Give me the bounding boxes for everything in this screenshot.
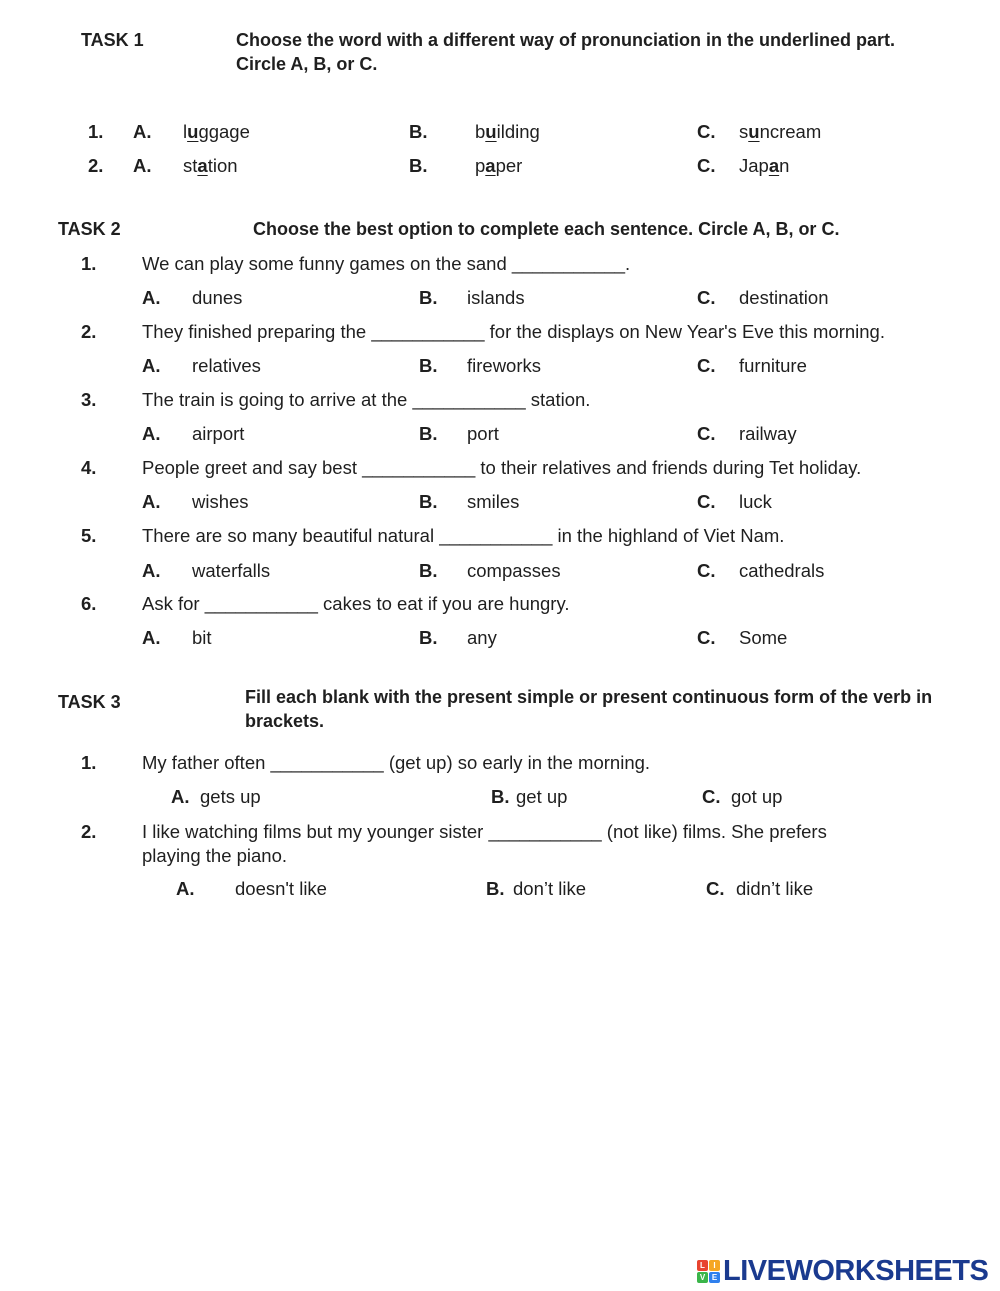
task2-q5-a-letter[interactable]: A.	[142, 560, 161, 581]
task2-q4-b-letter[interactable]: B.	[419, 491, 438, 512]
task1-q2-number: 2.	[88, 155, 104, 176]
task1-q1-a-letter[interactable]: A.	[133, 121, 152, 142]
task3-q2-b-text[interactable]: don’t like	[513, 878, 587, 899]
word-part: ilding	[496, 121, 540, 142]
task2-q4-a-letter[interactable]: A.	[142, 491, 161, 512]
task2-q3-c-text[interactable]: railway	[739, 423, 797, 444]
task2-q2-number: 2.	[81, 321, 97, 342]
task2-q4-text: People greet and say best ___________ to their relatives and friends during Tet holiday.	[142, 457, 862, 478]
word-part: n	[779, 155, 790, 176]
task2-q5-b-text[interactable]: compasses	[467, 560, 561, 581]
word-part: per	[495, 155, 523, 176]
task2-q6-b-letter[interactable]: B.	[419, 627, 438, 648]
task3-q1-b-letter[interactable]: B.	[491, 786, 510, 807]
task3-q1-number: 1.	[81, 752, 97, 773]
word-part: b	[475, 121, 486, 142]
task2-q5-c-letter[interactable]: C.	[697, 560, 716, 581]
word-part: Jap	[739, 155, 769, 176]
task2-q2-text: They finished preparing the ___________ for the displays on New Year's Eve this morning.	[142, 321, 885, 342]
task2-q5-a-text[interactable]: waterfalls	[192, 560, 271, 581]
task3-instruction: Fill each blank with the present simple or present continuous form of the verb in brackets.	[245, 687, 933, 731]
task2-q3-a-text[interactable]: airport	[192, 423, 245, 444]
underlined-part: u	[748, 121, 760, 142]
task2-q6-c-text[interactable]: Some	[739, 627, 788, 648]
task2-instruction: Choose the best option to complete each sentence. Circle A, B, or C.	[253, 219, 840, 239]
task1-q1-number: 1.	[88, 121, 104, 142]
underlined-part: a	[768, 155, 780, 176]
task2-q5-c-text[interactable]: cathedrals	[739, 560, 825, 581]
underlined-part: u	[485, 121, 497, 142]
task3-q2-c-text[interactable]: didn’t like	[736, 878, 814, 899]
task1-q2-a-word[interactable]	[183, 154, 238, 178]
task3-q2-c-letter[interactable]: C.	[706, 878, 725, 899]
word-part: l	[183, 121, 188, 142]
logo-blocks-icon	[697, 1260, 720, 1283]
task2-q2-c-letter[interactable]: C.	[697, 355, 716, 376]
task2-q1-b-text[interactable]: islands	[467, 287, 525, 308]
task1-q2-c-word[interactable]	[739, 154, 789, 178]
task2-q2-a-letter[interactable]: A.	[142, 355, 161, 376]
task2-q4-c-letter[interactable]: C.	[697, 491, 716, 512]
task3-q2-text-line1: I like watching films but my younger sister ___________ (not like) films. She prefers	[142, 821, 827, 842]
underlined-part: a	[197, 155, 208, 176]
logo-text: LIVEWORKSHEETS	[723, 1254, 989, 1287]
task2-q1-number: 1.	[81, 253, 97, 274]
task2-heading: TASK 2	[58, 219, 121, 239]
task2-q5-b-letter[interactable]: B.	[419, 560, 438, 581]
task1-q1-c-word[interactable]	[739, 120, 821, 144]
task2-q4-number: 4.	[81, 457, 97, 478]
task3-q1-a-text[interactable]: gets up	[200, 786, 261, 807]
task2-q6-c-letter[interactable]: C.	[697, 627, 716, 648]
task3-q2-a-text[interactable]: doesn't like	[235, 878, 327, 899]
word-part: s	[739, 121, 749, 142]
task2-q3-a-letter[interactable]: A.	[142, 423, 161, 444]
word-part: p	[475, 155, 486, 176]
task3-q2-b-letter[interactable]: B.	[486, 878, 505, 899]
task2-q1-text: We can play some funny games on the sand ___________.	[142, 253, 631, 274]
task2-q4-b-text[interactable]: smiles	[467, 491, 520, 512]
task2-q3-text: The train is going to arrive at the ___________ station.	[142, 389, 591, 410]
task1-q1-b-word[interactable]	[475, 120, 540, 144]
logo-block: I	[709, 1260, 720, 1271]
task2-q6-a-text[interactable]: bit	[192, 627, 212, 648]
task2-q1-b-letter[interactable]: B.	[419, 287, 438, 308]
task3-q2-a-letter[interactable]: A.	[176, 878, 195, 899]
task3-q2-number: 2.	[81, 821, 97, 842]
task3-q1-b-text[interactable]: get up	[516, 786, 568, 807]
task1-q1-b-letter[interactable]: B.	[409, 121, 428, 142]
task2-q5-text: There are so many beautiful natural ___________ in the highland of Viet Nam.	[142, 525, 785, 546]
task2-q6-b-text[interactable]: any	[467, 627, 497, 648]
task2-q5-number: 5.	[81, 525, 97, 546]
task2-q3-b-text[interactable]: port	[467, 423, 499, 444]
task2-q2-a-text[interactable]: relatives	[192, 355, 261, 376]
task2-q1-a-letter[interactable]: A.	[142, 287, 161, 308]
logo-block: L	[697, 1260, 708, 1271]
task2-q4-c-text[interactable]: luck	[739, 491, 772, 512]
task1-instruction: Choose the word with a different way of pronunciation in the underlined part. Circle A, B, or C.	[236, 30, 896, 74]
task2-q6-text: Ask for ___________ cakes to eat if you are hungry.	[142, 593, 570, 614]
task3-q1-a-letter[interactable]: A.	[171, 786, 190, 807]
task2-q3-c-letter[interactable]: C.	[697, 423, 716, 444]
task3-q1-text: My father often ___________ (get up) so early in the morning.	[142, 752, 651, 773]
task1-q2-c-letter[interactable]: C.	[697, 155, 716, 176]
word-part: tion	[207, 155, 238, 176]
task2-q1-c-text[interactable]: destination	[739, 287, 829, 308]
task3-q1-c-letter[interactable]: C.	[702, 786, 721, 807]
liveworksheets-logo	[697, 1255, 988, 1287]
underlined-part: a	[485, 155, 496, 176]
task3-heading: TASK 3	[58, 692, 121, 712]
word-part: ncream	[759, 121, 822, 142]
task2-q4-a-text[interactable]: wishes	[192, 491, 249, 512]
logo-block: E	[709, 1272, 720, 1283]
task1-heading: TASK 1	[81, 30, 144, 50]
task2-q3-number: 3.	[81, 389, 97, 410]
word-part: ggage	[198, 121, 250, 142]
task3-q1-c-text[interactable]: got up	[731, 786, 783, 807]
task1-q1-c-letter[interactable]: C.	[697, 121, 716, 142]
word-part: st	[183, 155, 198, 176]
task1-q1-a-word[interactable]	[183, 120, 250, 144]
task2-q6-a-letter[interactable]: A.	[142, 627, 161, 648]
task3-q2-text-line2: playing the piano.	[142, 845, 288, 866]
task2-q1-c-letter[interactable]: C.	[697, 287, 716, 308]
logo-block: V	[697, 1272, 708, 1283]
task1-q2-b-word[interactable]	[475, 154, 522, 178]
task2-q6-number: 6.	[81, 593, 97, 614]
task2-q2-b-letter[interactable]: B.	[419, 355, 438, 376]
underlined-part: u	[187, 121, 199, 142]
task2-q3-b-letter[interactable]: B.	[419, 423, 438, 444]
task1-q2-b-letter[interactable]: B.	[409, 155, 428, 176]
task2-q2-c-text[interactable]: furniture	[739, 355, 807, 376]
task2-q1-a-text[interactable]: dunes	[192, 287, 243, 308]
task1-q2-a-letter[interactable]: A.	[133, 155, 152, 176]
task2-q2-b-text[interactable]: fireworks	[467, 355, 542, 376]
